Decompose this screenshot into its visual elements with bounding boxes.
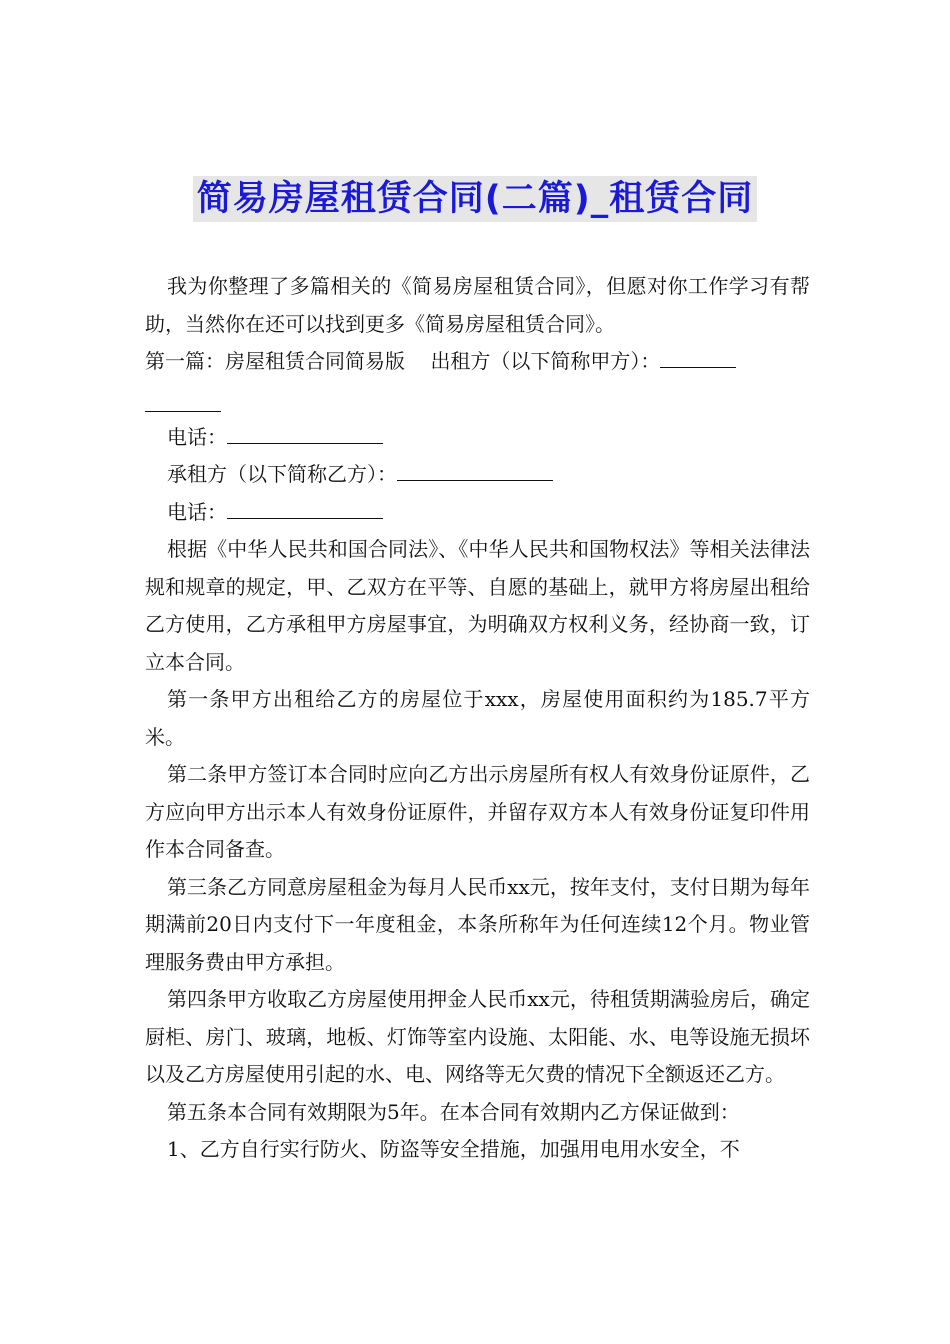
article-5-item-1: 1、乙方自行实行防火、防盗等安全措施，加强用电用水安全，不 — [167, 1137, 740, 1161]
phone-label-1: 电话： — [167, 424, 227, 449]
article-4: 第四条甲方收取乙方房屋使用押金人民币xx元，待租赁期满验房后，确定厨柜、房门、玻璃，地板、灯饰等室内设施、太阳能、水、电等设施无损坏以及乙方房屋使用引起的水、电、网络等无欠费的情况下全额返还乙方。 — [145, 987, 810, 1086]
lessee-label: 承租方（以下简称乙方）： — [167, 462, 397, 486]
lessee-phone-blank — [227, 496, 383, 519]
lessor-phone-blank — [227, 421, 383, 444]
document-body — [145, 268, 810, 1169]
lessor-blank — [660, 345, 736, 368]
section1-line — [145, 343, 810, 381]
section1-heading: 第一篇：房屋租赁合同简易版 — [145, 349, 405, 373]
lessee-blank — [397, 458, 553, 481]
article-5: 第五条本合同有效期限为5年。在本合同有效期内乙方保证做到： — [167, 1099, 740, 1124]
title-container — [0, 176, 950, 222]
document-title: 简易房屋租赁合同(二篇)_租赁合同 — [193, 176, 758, 222]
lessee-line — [145, 456, 810, 494]
lessor-phone-line — [145, 419, 810, 457]
article-1: 第一条甲方出租给乙方的房屋位于xxx，房屋使用面积约为185.7平方米。 — [145, 687, 810, 749]
basis-paragraph: 根据《中华人民共和国合同法》、《中华人民共和国物权法》等相关法律法规和规章的规定，甲、乙双方在平等、自愿的基础上，就甲方将房屋出租给乙方使用，乙方承租甲方房屋事宜，为明确双方权利义务，经协商一致，订立本合同。 — [145, 537, 810, 674]
article-2: 第二条甲方签订本合同时应向乙方出示房屋所有权人有效身份证原件，乙方应向甲方出示本人有效身份证原件，并留存双方本人有效身份证复印件用作本合同备查。 — [145, 762, 810, 861]
lessor-label: 出租方（以下简称甲方）： — [430, 349, 661, 373]
article-3: 第三条乙方同意房屋租金为每月人民币xx元，按年支付，支付日期为每年期满前20日内支付下一年度租金，本条所称年为任何连续12个月。物业管理服务费由甲方承担。 — [145, 874, 810, 974]
phone-label-2: 电话： — [167, 499, 227, 524]
lessee-phone-line — [145, 494, 810, 532]
intro-paragraph: 我为你整理了多篇相关的《简易房屋租赁合同》，但愿对你工作学习有帮助，当然你在还可以找到更多《简易房屋租赁合同》。 — [145, 274, 810, 336]
lessor-blank-continued — [145, 381, 221, 412]
